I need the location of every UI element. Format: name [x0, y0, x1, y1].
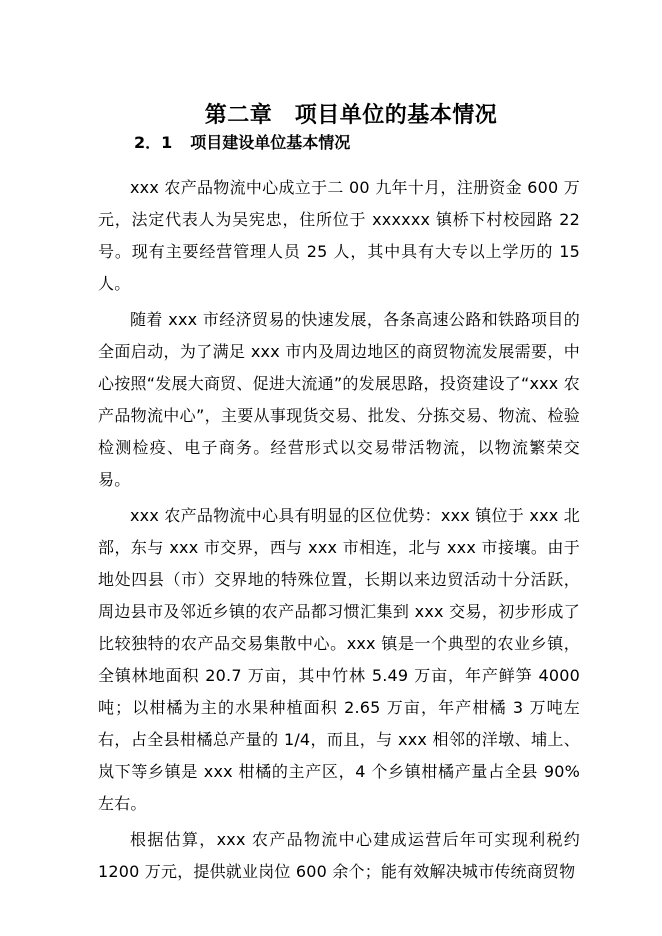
chapter-title: 第二章 项目单位的基本情况 [204, 102, 498, 128]
section-heading [134, 131, 350, 155]
paragraph: xxx 农产品物流中心成立于二 00 九年十月，注册资金 600 万元，法定代表人为吴宪忠，住所位于 xxxxxx 镇桥下村校园路 22 号。现有主要经营管理人员 25 人，其中具有大专以上学历的 15 人。 [98, 178, 580, 293]
section-title: 项目建设单位基本情况 [190, 133, 351, 152]
paragraph: 随着 xxx 市经济贸易的快速发展，各条高速公路和铁路项目的全面启动，为了满足 xxx 市内及周边地区的商贸物流发展需要，中心按照“发展大商贸、促进大流通”的发展思路，投资建设了“xxx 农产品物流中心”，主要从事现货交易、批发、分拣交易、物流、检验检测检疫、电子商务。经营形式以交易带活物流，以物流繁荣交易。 [98, 310, 580, 489]
paragraph: xxx 农产品物流中心具有明显的区位优势：xxx 镇位于 xxx 北部，东与 xxx 市交界，西与 xxx 市相连，北与 xxx 市接壤。由于地处四县（市）交界地的特殊位置，长期以来边贸活动十分活跃，周边县市及邻近乡镇的农产品都习惯汇集到 xxx 交易，初步形成了比较独特的农产品交易集散中心。xxx 镇是一个典型的农业乡镇，全镇林地面积 20.7 万亩，其中竹林 5.49 万亩，年产鲜笋 4000 吨；以柑橘为主的水果种植面积 2.65 万亩，年产柑橘 3 万吨左右，占全县柑橘总产量的 1/4，而且，与 xxx 相邻的洋墩、埔上、岚下等乡镇是 xxx 柑橘的主产区，4 个乡镇柑橘产量占全县 90%左右。 [98, 506, 580, 813]
paragraph: 根据估算，xxx 农产品物流中心建成运营后年可实现利税约 1200 万元，提供就业岗位 600 余个；能有效解决城市传统商贸物 [98, 830, 580, 881]
body-text [98, 172, 580, 892]
section-number: 2．1 [134, 133, 173, 152]
